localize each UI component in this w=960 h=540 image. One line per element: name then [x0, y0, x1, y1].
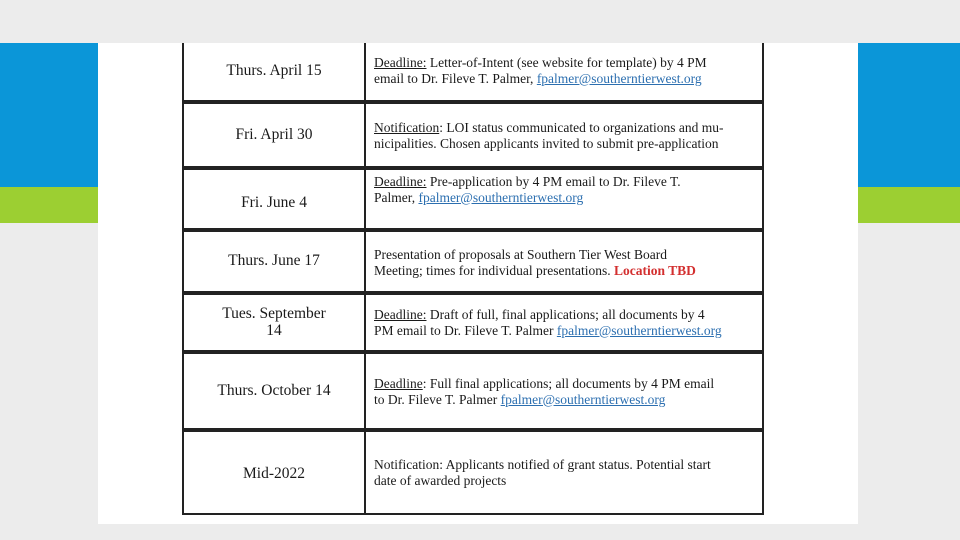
table-row: [184, 432, 762, 513]
description-cell: [366, 232, 762, 291]
description-text: Pre-application by 4 PM email to Dr. Fileve T.: [426, 174, 681, 189]
description-text: Draft of full, final applications; all documents by 4: [426, 307, 705, 322]
email-link[interactable]: fpalmer@southerntierwest.org: [500, 391, 666, 407]
date-text: Fri. June 4: [241, 193, 307, 211]
description-text: Presentation of proposals at Southern Tier West Board: [374, 247, 668, 262]
date-text-line2: 14: [266, 321, 282, 339]
description-cell: [366, 43, 762, 100]
date-cell: [184, 432, 366, 513]
location-tbd-highlight: Location TBD: [613, 262, 696, 278]
deadline-label: Deadline:: [374, 55, 427, 70]
table-row: [184, 232, 762, 291]
notification-label: Notification: [374, 120, 440, 135]
table-row: [184, 43, 762, 100]
description-text-line2: date of awarded projects: [374, 472, 507, 488]
date-cell: [184, 104, 366, 166]
description-cell: [366, 432, 762, 513]
table-row: [184, 104, 762, 166]
description-text-line2: to Dr. Fileve T. Palmer: [374, 391, 501, 407]
date-text: Thurs. October 14: [217, 381, 331, 399]
description-text: : LOI status communicated to organizations and mu-: [439, 120, 724, 135]
description-cell: [366, 295, 762, 350]
description-cell: [366, 104, 762, 166]
slide-content: [98, 43, 858, 524]
description-text: Letter-of-Intent (see website for template) by 4 PM: [426, 55, 707, 70]
description-text-line2: Palmer,: [374, 189, 419, 205]
date-cell: [184, 43, 366, 100]
table-row: [184, 170, 762, 228]
date-cell: [184, 170, 366, 228]
date-text: Tues. September: [222, 305, 326, 323]
date-cell: [184, 354, 366, 428]
table-row: [184, 354, 762, 428]
description-text-line2: Meeting; times for individual presentations.: [374, 262, 614, 278]
email-link[interactable]: fpalmer@southerntierwest.org: [536, 70, 702, 86]
table-row: [184, 295, 762, 350]
description-text-line2: email to Dr. Fileve T. Palmer,: [374, 70, 537, 86]
date-text: Mid-2022: [243, 465, 305, 483]
description-cell: [366, 354, 762, 428]
description-text: Notification: Applicants notified of grant status. Potential start: [374, 457, 711, 472]
email-link[interactable]: fpalmer@southerntierwest.org: [556, 322, 722, 338]
email-link[interactable]: fpalmer@southerntierwest.org: [418, 189, 584, 205]
description-text-line2: PM email to Dr. Fileve T. Palmer: [374, 322, 557, 338]
date-text: Thurs. April 15: [226, 62, 322, 80]
date-cell: [184, 232, 366, 291]
date-cell: [184, 295, 366, 350]
description-text-line2: nicipalities. Chosen applicants invited to submit pre-application: [374, 135, 719, 151]
description-cell: [366, 170, 762, 228]
deadline-label: Deadline:: [374, 307, 427, 322]
date-text: Fri. April 30: [235, 125, 313, 143]
deadline-label: Deadline: [374, 376, 423, 391]
schedule-table: [182, 43, 764, 515]
deadline-label: Deadline:: [374, 174, 427, 189]
date-text: Thurs. June 17: [228, 252, 320, 270]
description-text: : Full final applications; all documents by 4 PM email: [422, 376, 715, 391]
